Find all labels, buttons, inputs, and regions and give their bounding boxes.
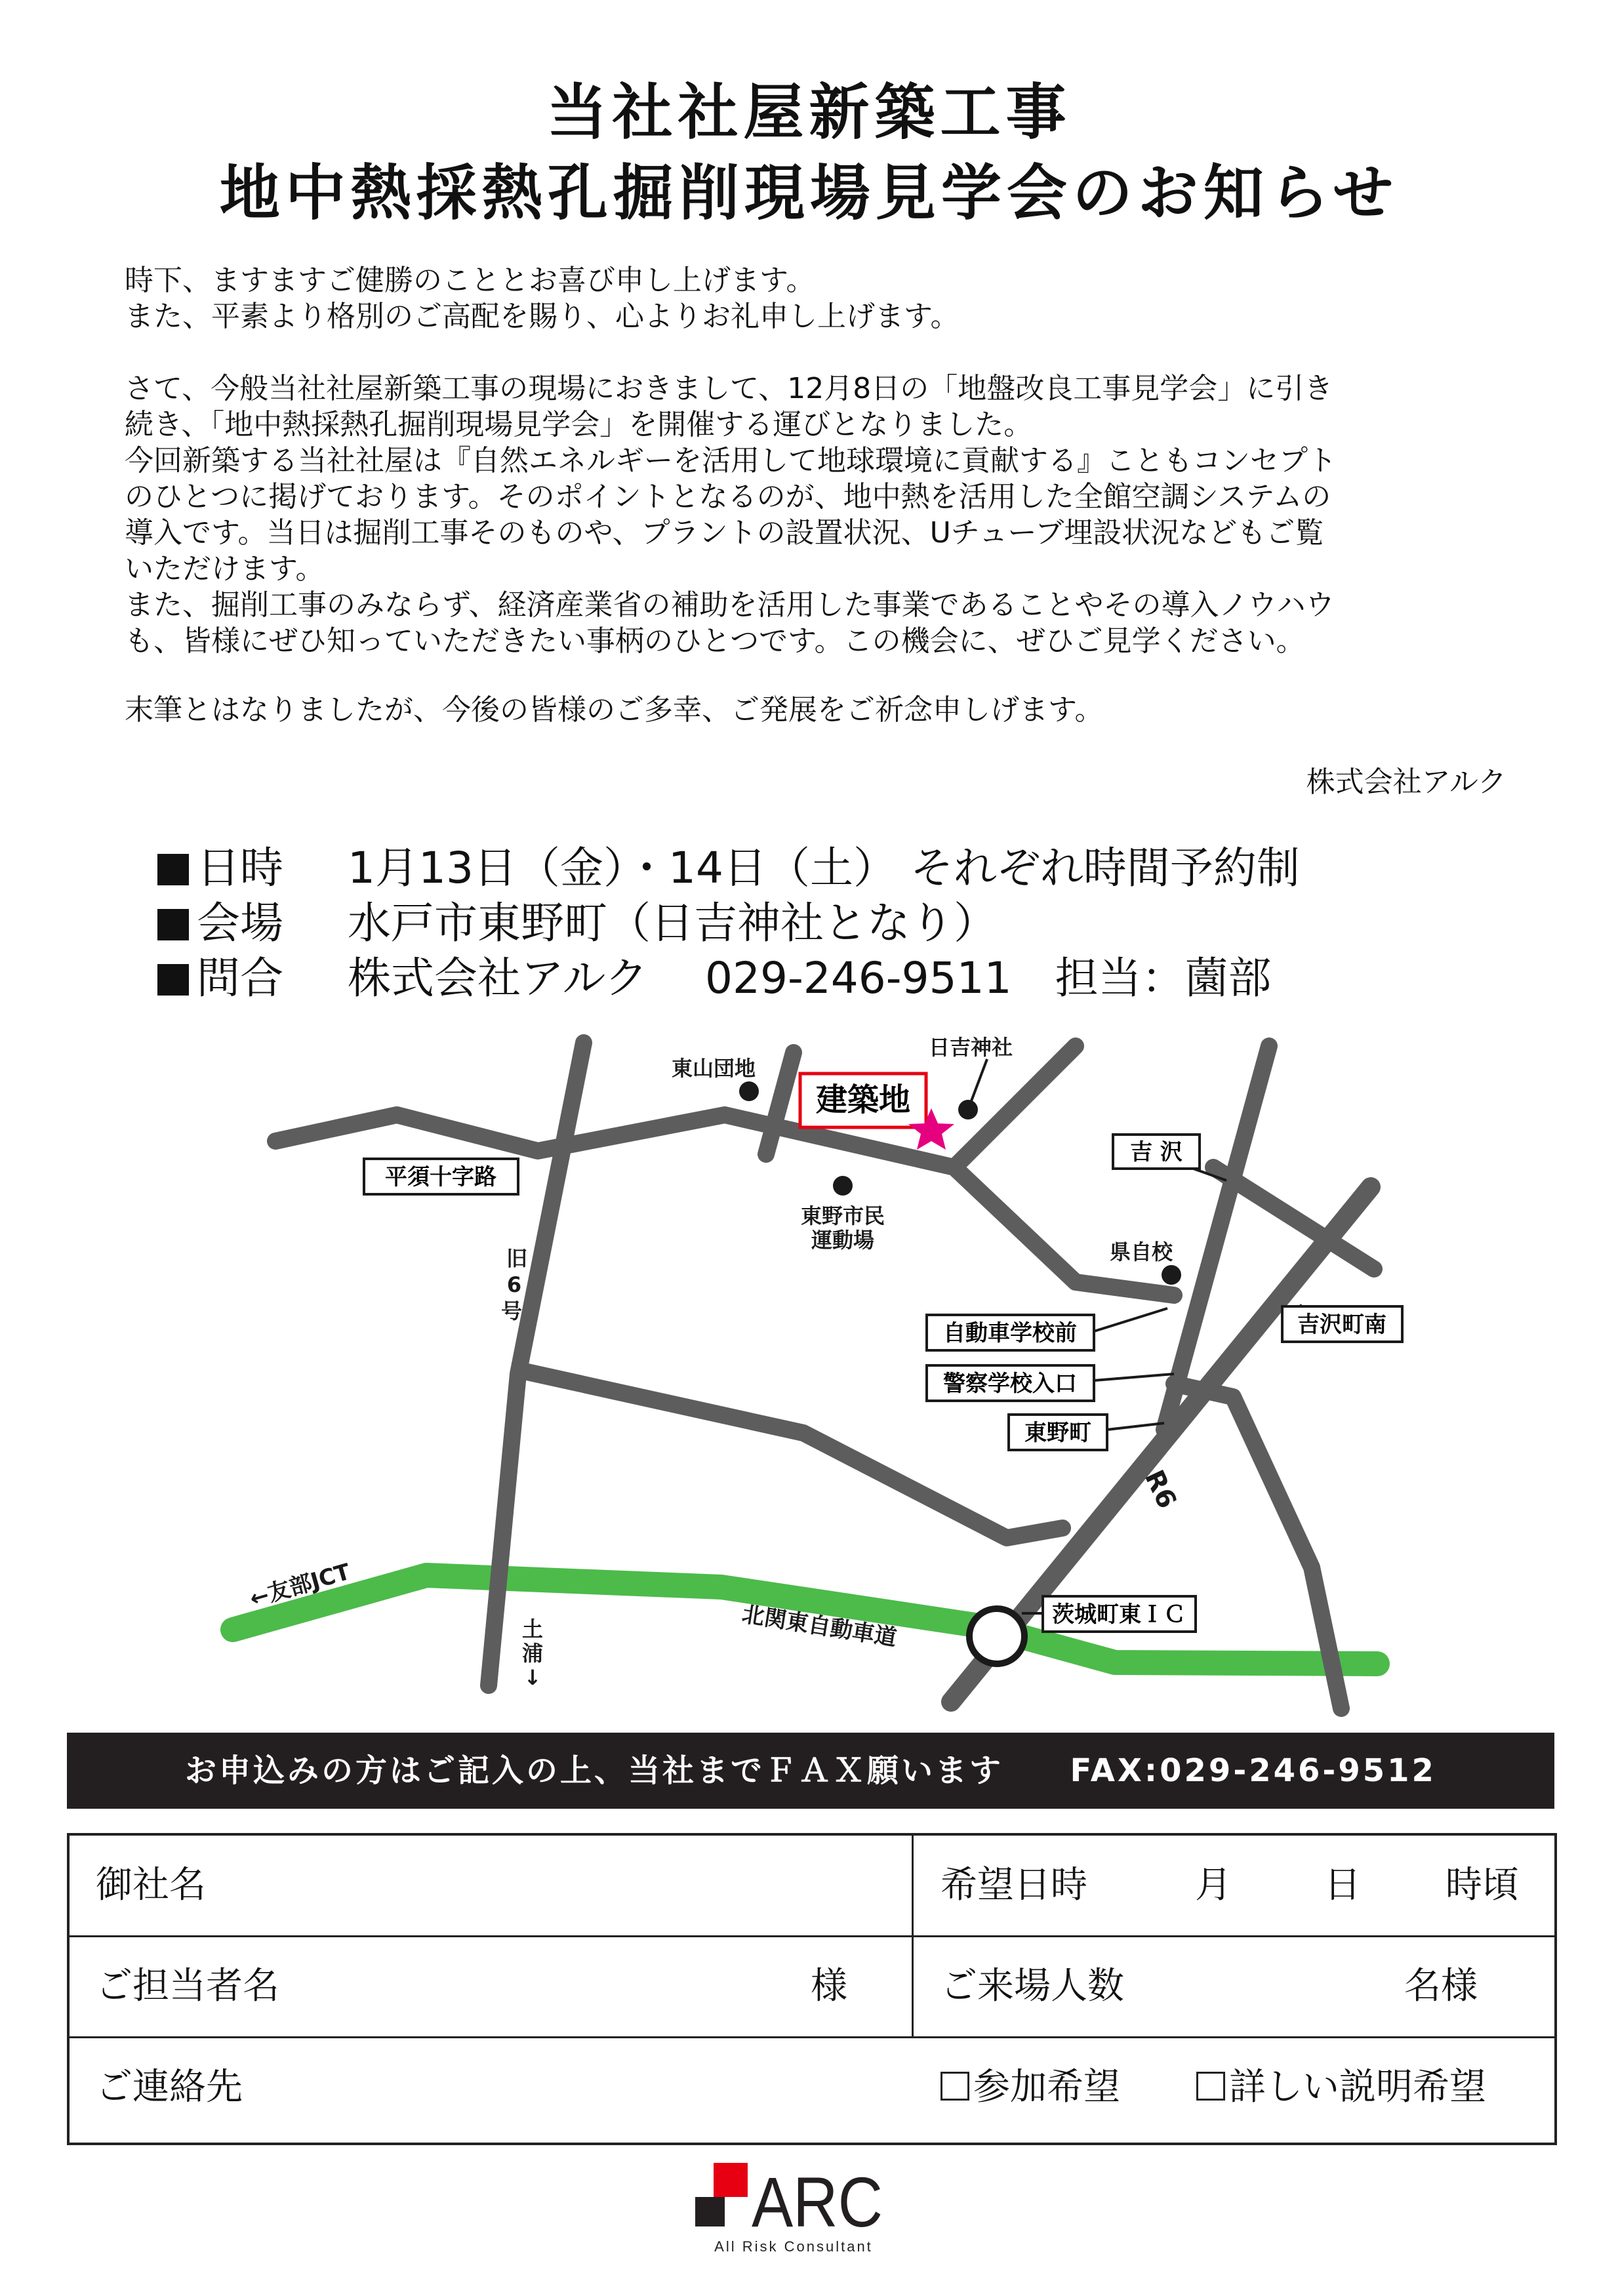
info-value: 水戸市東野町（日吉神社となり）	[348, 898, 997, 948]
company-signature: 株式会社アルク	[1306, 765, 1507, 799]
option-label: 参加希望	[973, 2066, 1120, 2108]
text-line: も、皆様にぜひ知っていただきたい事柄のひとつです。この機会に、ぜひご見学ください。	[125, 624, 1305, 658]
text-line: さて、今般当社社屋新築工事の現場におきまして、12月8日の「地盤改良工事見学会」に引き	[125, 372, 1333, 405]
label-tsuchiura-3: ↓	[523, 1665, 542, 1690]
info-label: 日時	[197, 843, 283, 893]
label-kyu6-1: 旧	[506, 1246, 528, 1271]
label-sports-2: 運動場	[811, 1228, 875, 1253]
label-sama: 様	[811, 1965, 847, 2007]
info-label: 問合	[197, 953, 283, 1003]
interchange-icon	[969, 1609, 1024, 1664]
info-label: 会場	[197, 898, 283, 948]
checkbox-icon[interactable]	[1196, 2072, 1225, 2101]
info-contact	[157, 951, 1272, 1006]
checkbox-icon[interactable]	[940, 2072, 969, 2101]
label-higashiyama: 東山団地	[671, 1056, 756, 1081]
landmark-dot	[739, 1081, 759, 1101]
road-north-a	[766, 1053, 794, 1154]
square-bullet-icon	[157, 854, 189, 885]
logo-tagline: All Risk Consultant	[714, 2238, 873, 2255]
label-day: 日	[1324, 1864, 1361, 1906]
text-line: 導入です。当日は掘削工事そのものや、プラントの設置状況、Uチューブ埋設状況などもご覧	[125, 516, 1324, 550]
label-hirasu: 平須十字路	[385, 1164, 496, 1190]
label-ibarakimachi: 茨城町東ＩＣ	[1052, 1601, 1186, 1628]
text-line: また、掘削工事のみならず、経済産業省の補助を活用した事業であることやその導入ノウハウ	[125, 588, 1335, 622]
logo-red-square	[714, 2163, 748, 2197]
option-attend[interactable]	[940, 2068, 1120, 2107]
form-divider	[70, 2036, 1554, 2038]
label-sports-1: 東野市民	[800, 1203, 885, 1228]
label-yoshizawa: 吉 沢	[1130, 1139, 1183, 1165]
option-detail[interactable]	[1196, 2068, 1486, 2107]
info-venue	[157, 896, 997, 951]
closing-paragraph	[125, 692, 1508, 728]
field-preferred-date[interactable]: 希望日時	[940, 1864, 1087, 1906]
text-line: 末筆とはなりましたが、今後の皆様のご多幸、ご発展をご祈念申しげます。	[125, 693, 1104, 727]
access-map	[0, 1017, 1618, 1718]
field-company-name[interactable]: 御社名	[96, 1864, 206, 1906]
road-east	[954, 1167, 1174, 1295]
info-value: 株式会社アルク 029-246-9511 担当：薗部	[348, 953, 1272, 1003]
label-keisatsu: 警察学校入口	[943, 1371, 1077, 1397]
label-kyu6-3: 号	[500, 1299, 523, 1323]
title-line-2: 地中熱採熱孔掘削現場見学会のお知らせ	[219, 158, 1399, 228]
text-line: 時下、ますますご健勝のこととお喜び申し上げます。	[125, 264, 815, 297]
info-date	[157, 841, 1300, 896]
form-divider	[70, 1935, 1554, 1937]
site-label: 建築地	[815, 1081, 911, 1118]
arc-logo	[695, 2163, 931, 2261]
field-contact-person[interactable]: ご担当者名	[96, 1965, 279, 2007]
fax-message: お申込みの方はご記入の上、当社までＦＡＸ願います	[185, 1752, 1004, 1789]
main-paragraph	[125, 371, 1508, 659]
label-tomobe: ←友部JCT	[247, 1558, 354, 1613]
field-visitor-count[interactable]: ご来場人数	[940, 1965, 1124, 2007]
label-kenjiko: 県自校	[1109, 1239, 1173, 1264]
text-line: 今回新築する当社社屋は『自然エネルギーを活用して地球環境に貢献する』こともコンセプト	[125, 444, 1337, 477]
application-form	[67, 1833, 1557, 2145]
title-line-1: 当社社屋新築工事	[546, 77, 1072, 148]
fax-number: FAX:029-246-9512	[1070, 1752, 1436, 1789]
label-yoshizawa-minami: 吉沢町南	[1297, 1312, 1386, 1338]
logo-black-square	[695, 2197, 725, 2226]
text-line: いただけます。	[125, 552, 325, 586]
label-tsuchiura-2: 浦	[521, 1641, 544, 1666]
map-roads	[233, 1043, 1377, 1708]
label-hiyoshi: 日吉神社	[928, 1035, 1013, 1060]
label-jidosha: 自動車学校前	[943, 1320, 1077, 1346]
text-line: のひとつに掲げております。そのポイントとなるのが、地中熱を活用した全館空調システムの	[125, 480, 1331, 514]
label-meisama: 名様	[1404, 1965, 1478, 2007]
landmark-dot	[1162, 1265, 1181, 1285]
option-label: 詳しい説明希望	[1229, 2066, 1486, 2108]
label-time: 時頃	[1446, 1864, 1519, 1906]
label-month: 月	[1195, 1864, 1232, 1906]
square-bullet-icon	[157, 964, 189, 996]
label-r6: R6	[1138, 1465, 1183, 1514]
field-contact-info[interactable]: ご連絡先	[96, 2066, 243, 2108]
landmark-dot	[833, 1176, 853, 1196]
label-kyu6-2: 6	[506, 1272, 522, 1297]
greeting-paragraph	[125, 262, 1508, 334]
label-higashino: 東野町	[1024, 1420, 1091, 1446]
square-bullet-icon	[157, 909, 189, 940]
text-line: 続き、「地中熱採熱孔掘削現場見学会」を開催する運びとなりました。	[125, 408, 1033, 441]
logo-wordmark: ARC	[752, 2163, 883, 2242]
label-tsuchiura-1: 土	[521, 1617, 544, 1641]
info-value: 1月13日（金）・14日（土） それぞれ時間予約制	[348, 843, 1300, 893]
form-divider	[912, 1836, 914, 2036]
fax-banner	[67, 1733, 1554, 1809]
label-kitakanto: 北関東自動車道	[740, 1601, 899, 1652]
text-line: また、平素より格別のご高配を賜り、心よりお礼申し上げます。	[125, 300, 960, 333]
